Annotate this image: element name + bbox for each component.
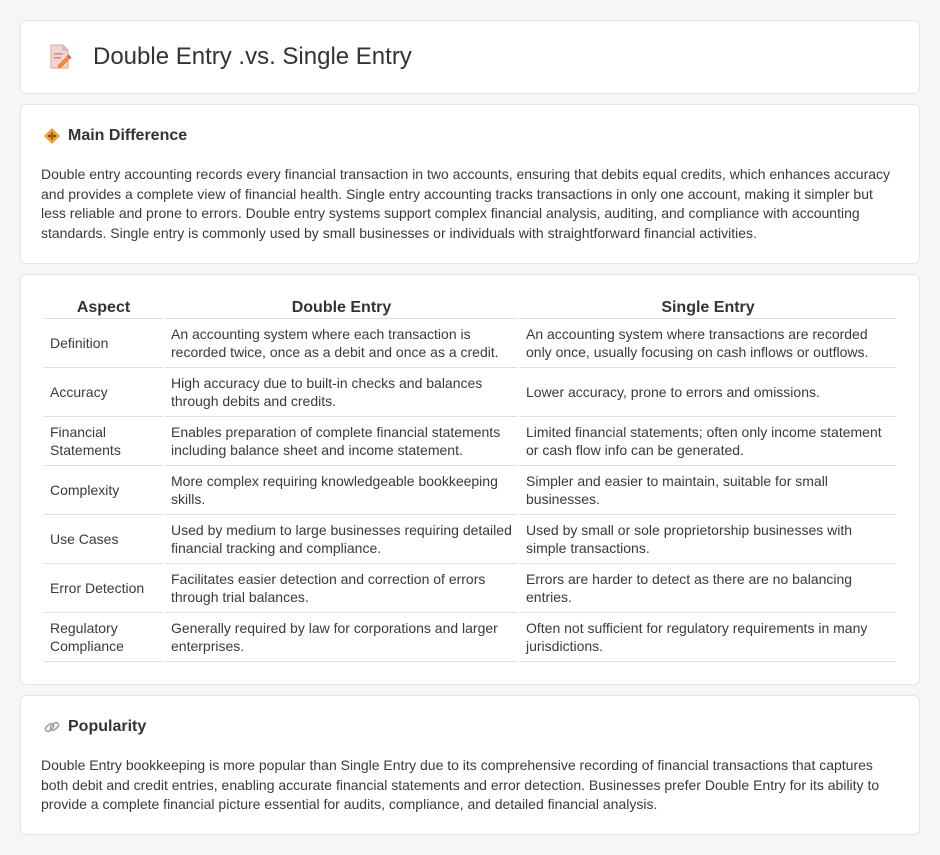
aspect-cell: Use Cases [44, 515, 163, 564]
title-card [20, 20, 920, 94]
header-single-entry: Single Entry [520, 297, 896, 319]
single-entry-cell: Simpler and easier to maintain, suitable for small businesses. [520, 466, 896, 515]
page-title: Double Entry .vs. Single Entry [93, 43, 412, 70]
double-entry-cell: More complex requiring knowledgeable bookkeeping skills. [165, 466, 518, 515]
popularity-title: Popularity [68, 718, 147, 735]
main-difference-card [20, 104, 920, 264]
aspect-cell: Regulatory Compliance [44, 613, 163, 662]
single-entry-cell: Limited financial statements; often only income statement or cash flow info can be generated. [520, 417, 896, 466]
main-difference-title: Main Difference [68, 127, 188, 144]
double-entry-cell: High accuracy due to built-in checks and balances through debits and credits. [165, 368, 518, 417]
comparison-table [42, 297, 898, 662]
diamond-sign-icon [43, 127, 61, 145]
popularity-header [43, 718, 146, 736]
single-entry-cell: Lower accuracy, prone to errors and omissions. [520, 368, 896, 417]
double-entry-cell: Enables preparation of complete financial statements including balance sheet and income statement. [165, 417, 518, 466]
aspect-cell: Definition [44, 319, 163, 368]
aspect-cell: Financial Statements [44, 417, 163, 466]
table-row [44, 368, 896, 417]
single-entry-cell: Errors are harder to detect as there are no balancing entries. [520, 564, 896, 613]
popularity-card [20, 695, 920, 835]
double-entry-cell: Facilitates easier detection and correction of errors through trial balances. [165, 564, 518, 613]
header-double-entry: Double Entry [165, 297, 518, 319]
table-header-row [44, 297, 896, 319]
aspect-cell: Complexity [44, 466, 163, 515]
table-row [44, 319, 896, 368]
table-row [44, 417, 896, 466]
single-entry-cell: Often not sufficient for regulatory requirements in many jurisdictions. [520, 613, 896, 662]
main-difference-header [43, 127, 187, 145]
aspect-cell: Accuracy [44, 368, 163, 417]
header-aspect: Aspect [44, 297, 163, 319]
table-row [44, 515, 896, 564]
popularity-text: Double Entry bookkeeping is more popular than Single Entry due to its comprehensive recording of financial transactions that captures both debit and credit entries, enabling accurate financial statements and error detection. Businesses prefer Double Entry for its ability to provide a complete financial picture essential for audits, compliance, and detailed financial analysis. [41, 757, 880, 812]
comparison-card [20, 274, 920, 685]
main-difference-text: Double entry accounting records every financial transaction in two accounts, ensuring that debits equal credits, which enhances accuracy and provides a complete view of financial health. Single entry accounting tracks transactions in only one account, making it simpler but less reliable and prone to errors. Double entry systems support complex financial analysis, auditing, and compliance with accounting standards. Single entry is commonly used by small businesses or individuals with straightforward financial activities. [41, 166, 891, 241]
table-row [44, 564, 896, 613]
table-row [44, 613, 896, 662]
double-entry-cell: An accounting system where each transaction is recorded twice, once as a debit and once as a credit. [165, 319, 518, 368]
link-icon [43, 718, 61, 736]
single-entry-cell: Used by small or sole proprietorship businesses with simple transactions. [520, 515, 896, 564]
single-entry-cell: An accounting system where transactions are recorded only once, usually focusing on cash inflows or outflows. [520, 319, 896, 368]
title-row [47, 43, 412, 71]
document-pencil-icon [47, 43, 73, 71]
double-entry-cell: Used by medium to large businesses requiring detailed financial tracking and compliance. [165, 515, 518, 564]
table-row [44, 466, 896, 515]
double-entry-cell: Generally required by law for corporations and larger enterprises. [165, 613, 518, 662]
aspect-cell: Error Detection [44, 564, 163, 613]
